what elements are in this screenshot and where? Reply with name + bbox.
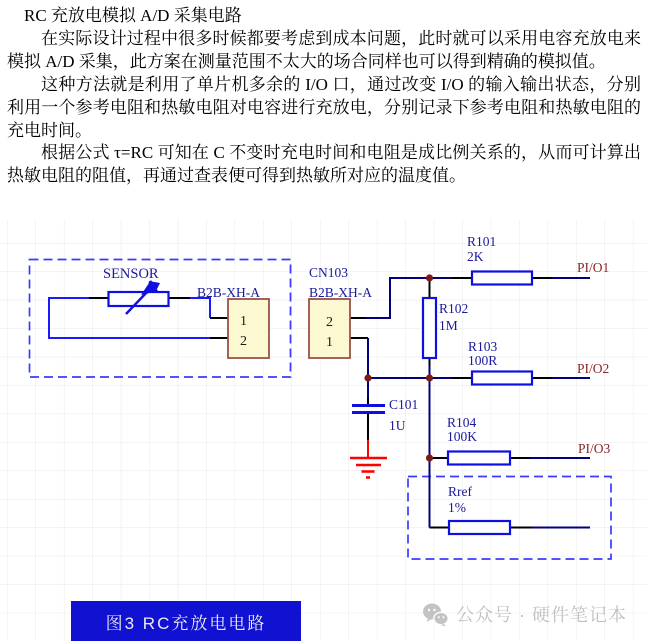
net-label-pio3: PI/O3: [578, 441, 611, 456]
sensor-connector-part-label: B2B-XH-A: [197, 285, 260, 300]
rref-value: 1%: [448, 500, 466, 515]
r102-value: 1M: [439, 318, 458, 333]
r104-designator: R104: [447, 415, 477, 430]
c101-value: 1U: [389, 418, 406, 433]
wechat-icon: [422, 602, 449, 627]
r102-designator: R102: [439, 301, 469, 316]
r104-value: 100K: [447, 429, 477, 444]
watermark: [422, 601, 627, 627]
cn103-part-label: B2B-XH-A: [309, 285, 372, 300]
net-label-pio1: PI/O1: [577, 260, 610, 275]
r101-designator: R101: [467, 234, 497, 249]
sensor-connector-body: [228, 299, 269, 358]
c101-designator: C101: [389, 397, 419, 412]
r103-designator: R103: [468, 339, 498, 354]
cn103-pin2: 2: [326, 315, 333, 330]
rref-designator: Rref: [448, 484, 472, 499]
doc-paragraph-2: 这种方法就是利用了单片机多余的 I/O 口，通过改变 I/O 的输入输出状态，分别利用一个参考电阻和热敏电阻对电容进行充放电，分别记录下参考电阻和热敏电阻的充电时间。: [7, 74, 641, 140]
cn103-designator: CN103: [309, 265, 349, 280]
resistor-r101: [472, 272, 532, 285]
resistor-r103: [472, 372, 532, 385]
resistor-r104: [448, 452, 510, 465]
schematic-grid: [0, 219, 647, 641]
net-label-pio2: PI/O2: [577, 361, 610, 376]
sensor-label: SENSOR: [103, 266, 159, 282]
r101-value: 2K: [467, 249, 484, 264]
watermark-text: 公众号 · 硬件笔记本: [456, 605, 627, 625]
cn103-pin1: 1: [326, 335, 333, 350]
r103-value: 100R: [468, 353, 498, 368]
doc-paragraph-1: 在实际设计过程中很多时候都要考虑到成本问题，此时就可以采用电容充放电来模拟 A/D 采集，此方案在测量范围不太大的场合同样也可以得到精确的模拟值。: [7, 28, 641, 71]
doc-paragraph-3: 根据公式 τ=RC 可知在 C 不变时充电时间和电阻是成比例关系的，从而可计算出热敏电阻的阻值，再通过查表便可得到热敏所对应的温度值。: [7, 143, 641, 186]
doc-title: RC 充放电模拟 A/D 采集电路: [24, 6, 242, 25]
figure-caption-text: 图3 RC充放电电路: [105, 613, 267, 633]
sensor-connector-pin2: 2: [240, 334, 247, 349]
resistor-rref: [449, 521, 510, 534]
sensor-connector-pin1: 1: [240, 314, 247, 329]
resistor-r102: [423, 298, 436, 358]
figure-caption-banner: [71, 601, 301, 641]
